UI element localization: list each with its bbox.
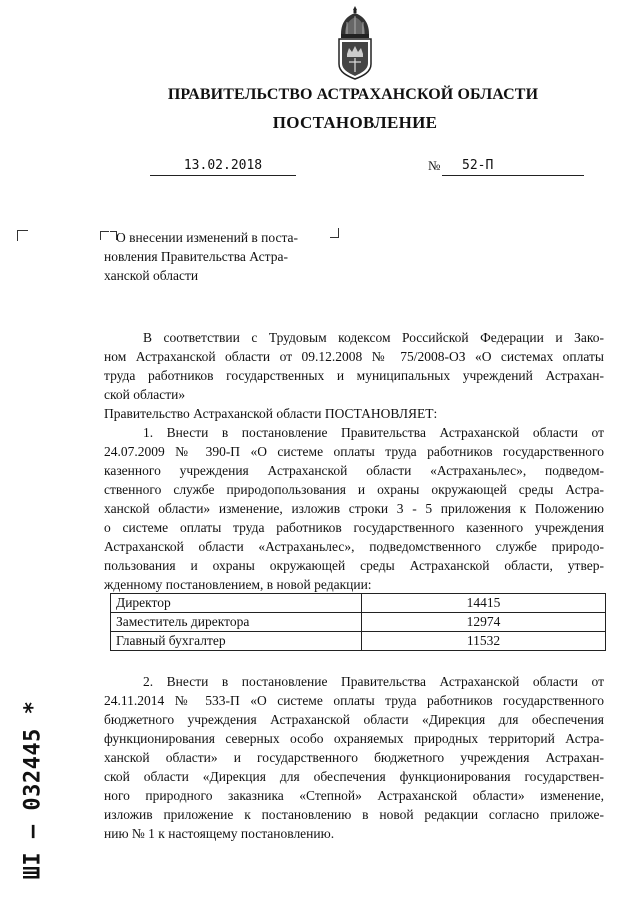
item-2-line: изложив приложение к постановлению в новой редакции согласно приложе- [104, 807, 604, 822]
item-1-line: ственного службе природопользования и охраны окружающей среды Астра- [104, 482, 604, 497]
salary-table [110, 593, 606, 651]
subject-bracket-right [330, 228, 339, 238]
resolution-line: Правительство Астраханской области ПОСТАНОВЛЯЕТ: [104, 406, 438, 421]
subject-line: новления Правительства Астра- [104, 249, 288, 264]
preamble-line: В соответствии с Трудовым кодексом Российской Федерации и Зако- [143, 330, 604, 345]
number-sign: № [428, 158, 441, 173]
item-2-line: 2. Внести в постановление Правительства Астраханской области от [143, 674, 604, 689]
preamble-line: ской области» [104, 387, 186, 402]
item-2-line: нию № 1 к настоящему постановлению. [104, 826, 335, 841]
table-row [111, 613, 606, 632]
document-type-title: ПОСТАНОВЛЕНИЕ [272, 113, 438, 132]
salary-cell: 12974 [362, 613, 606, 632]
government-title: ПРАВИТЕЛЬСТВО АСТРАХАНСКОЙ ОБЛАСТИ [167, 86, 539, 103]
registry-number: ШI – 032445 * [20, 700, 46, 880]
item-1-line: ханской области» изменение, изложив строки 3 - 5 приложения к Положению [104, 501, 604, 516]
item-2-line: ской области «Дирекция для обеспечения функционирования государствен- [104, 769, 604, 784]
item-2-line: 24.11.2014 № 533-П «О системе оплаты труда работников государственного [104, 693, 604, 708]
item-2-line: бюджетного учреждения Астраханской области «Дирекция для обеспечения [104, 712, 604, 727]
table-row [111, 594, 606, 613]
coat-of-arms-emblem [333, 4, 377, 80]
preamble-line: ном Астраханской области от 09.12.2008 № 75/2008-ОЗ «О системах оплаты [104, 349, 604, 364]
item-1-line: 24.07.2009 № 390-П «О системе оплаты труда работников государственного [104, 444, 604, 459]
position-cell: Директор [111, 594, 362, 613]
preamble-line: труда работников государственных и муниципальных учреждений Астрахан- [104, 368, 604, 383]
item-1-line: пользования и охраны окружающей среды Астраханской области, утвер- [104, 558, 604, 573]
registry-stamp [18, 690, 48, 890]
item-1-line: казенного учреждения Астраханской области «Астраханьлес», подведом- [104, 463, 604, 478]
subject-bracket-left-inner [110, 231, 117, 240]
item-1-line: о системе оплаты труда работников государственного казенного учреждения [104, 520, 604, 535]
document-number: 52-П [442, 158, 584, 176]
subject-line: О внесении изменений в поста- [116, 230, 299, 245]
position-cell: Заместитель директора [111, 613, 362, 632]
salary-cell: 11532 [362, 632, 606, 651]
item-2-line: ханской области» и государственного бюджетного учреждения Астрахан- [104, 750, 604, 765]
item-2 [104, 672, 604, 843]
salary-cell: 14415 [362, 594, 606, 613]
preamble-and-item-1 [104, 328, 604, 594]
corner-mark [17, 230, 28, 241]
item-2-line: функционирования северных особо охраняемых природных территорий Астра- [104, 731, 604, 746]
subject-line: ханской области [104, 268, 199, 283]
subject-block [104, 228, 340, 285]
position-cell: Главный бухгалтер [111, 632, 362, 651]
item-1-line: Астраханской области «Астраханьлес», подведомственного службе природо- [104, 539, 604, 554]
table-row [111, 632, 606, 651]
subject-bracket-left [100, 231, 109, 240]
item-1-line: жденному постановлением, в новой редакции: [104, 577, 372, 592]
document-date: 13.02.2018 [150, 158, 296, 176]
item-2-line: ного природного заказника «Степной» Астраханской области» изменение, [104, 788, 604, 803]
item-1-line: 1. Внести в постановление Правительства Астраханской области от [143, 425, 604, 440]
